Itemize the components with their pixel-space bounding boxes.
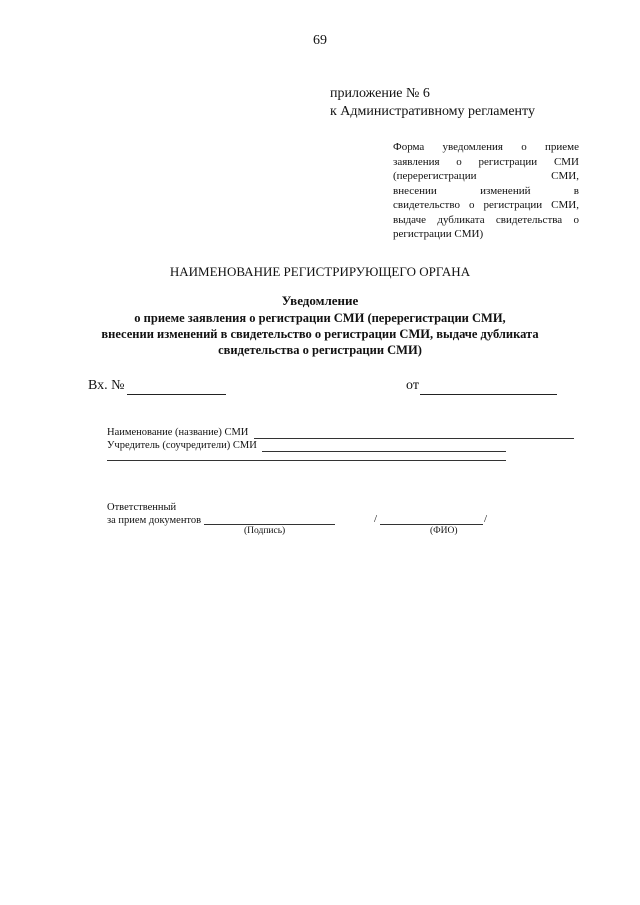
- media-name-field[interactable]: [254, 438, 574, 439]
- form-description-line: заявления о регистрации СМИ: [393, 155, 579, 168]
- appendix-number: приложение № 6: [330, 86, 430, 101]
- responsible-label-2: за прием документов: [107, 515, 202, 526]
- founder-field[interactable]: [262, 451, 506, 452]
- responsible-label: Ответственный: [107, 502, 177, 513]
- incoming-number-label: Вх. №: [88, 378, 125, 393]
- full-name-caption: (ФИО): [430, 526, 458, 536]
- form-description-line: регистрации СМИ): [393, 228, 484, 240]
- signature-field[interactable]: [204, 524, 335, 525]
- form-description-line: выдаче дубликата свидетельства о: [393, 213, 579, 226]
- incoming-number-field[interactable]: [127, 394, 226, 395]
- name-bracket-close: /: [484, 513, 488, 525]
- appendix-reference: к Административному регламенту: [330, 104, 535, 119]
- founder-label: Учредитель (соучредители) СМИ: [107, 440, 257, 451]
- form-description-line: Форма уведомления о приеме: [393, 141, 579, 153]
- document-title: Уведомление: [281, 293, 359, 308]
- document-subtitle-line-1: о приеме заявления о регистрации СМИ (перерегистрации СМИ,: [134, 311, 506, 325]
- document-subtitle-line-2: внесении изменений в свидетельство о регистрации СМИ, выдаче дубликата: [101, 327, 539, 341]
- registering-organ-name: НАИМЕНОВАНИЕ РЕГИСТРИРУЮЩЕГО ОРГАНА: [169, 264, 471, 279]
- form-description-line: внесении изменений в: [393, 184, 579, 197]
- incoming-date-label: от: [406, 378, 419, 393]
- form-description: [393, 140, 579, 242]
- signature-caption: (Подпись): [244, 526, 286, 536]
- incoming-date-field[interactable]: [420, 394, 557, 395]
- document-subtitle-line-3: свидетельства о регистрации СМИ): [218, 343, 422, 357]
- page-number: 69: [313, 33, 327, 48]
- full-name-field[interactable]: [380, 524, 483, 525]
- media-name-label: Наименование (название) СМИ: [107, 427, 249, 438]
- form-description-line: свидетельство о регистрации СМИ,: [393, 199, 579, 211]
- name-bracket-open: /: [374, 513, 378, 525]
- form-description-line: (перерегистрации СМИ,: [393, 170, 579, 182]
- founder-field-continuation[interactable]: [107, 460, 506, 461]
